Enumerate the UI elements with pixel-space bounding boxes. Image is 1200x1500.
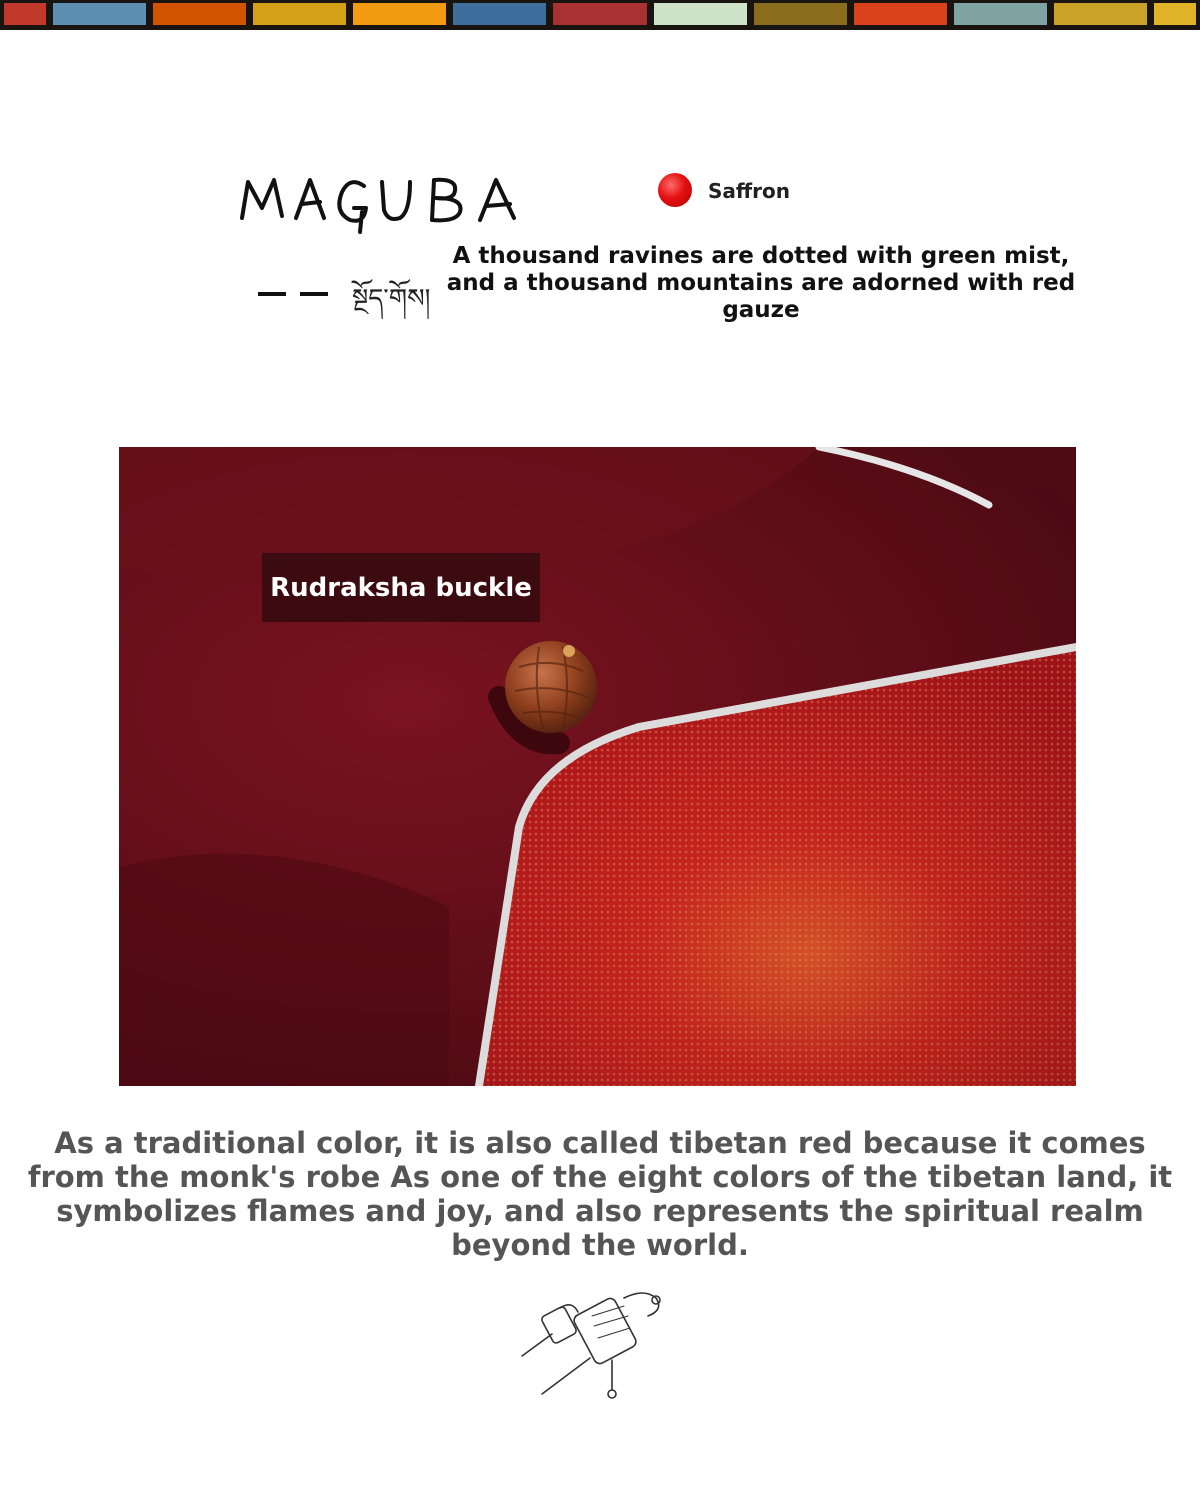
tibetan-script bbox=[352, 270, 432, 314]
strip-swatch bbox=[53, 3, 146, 25]
product-photo bbox=[119, 447, 1076, 1086]
strip-swatch bbox=[754, 3, 847, 25]
brand-logo bbox=[238, 168, 528, 238]
description-text: As a traditional color, it is also called tibetan red because it comes from the monk's robe As one of the eight colors of the tibetan land, it symbolizes flames and joy, and also represents the spiritual realm beyond the world. bbox=[27, 1126, 1173, 1262]
strip-swatch bbox=[153, 3, 246, 25]
strip-swatch bbox=[1054, 3, 1147, 25]
prayer-wheel-icon bbox=[512, 1286, 668, 1406]
tagline: A thousand ravines are dotted with green mist, and a thousand mountains are adorned with red gauze bbox=[446, 243, 1076, 323]
strip-swatch bbox=[1154, 3, 1196, 25]
strip-swatch bbox=[854, 3, 947, 25]
feature-label: Rudraksha buckle bbox=[262, 553, 540, 622]
tibetan-text: སྔོད་གོས། bbox=[352, 284, 431, 314]
strip-swatch bbox=[654, 3, 747, 25]
rudraksha-bead bbox=[505, 641, 597, 733]
dash-mark bbox=[258, 290, 330, 298]
strip-swatch bbox=[553, 3, 646, 25]
strip-swatch bbox=[253, 3, 346, 25]
saffron-color-dot bbox=[658, 173, 692, 207]
top-color-strip bbox=[0, 0, 1200, 30]
color-name: Saffron bbox=[708, 179, 790, 203]
strip-swatch bbox=[353, 3, 446, 25]
strip-swatch bbox=[954, 3, 1047, 25]
strip-swatch bbox=[453, 3, 546, 25]
fabric-illustration bbox=[119, 447, 1076, 1086]
strip-swatch bbox=[4, 3, 46, 25]
